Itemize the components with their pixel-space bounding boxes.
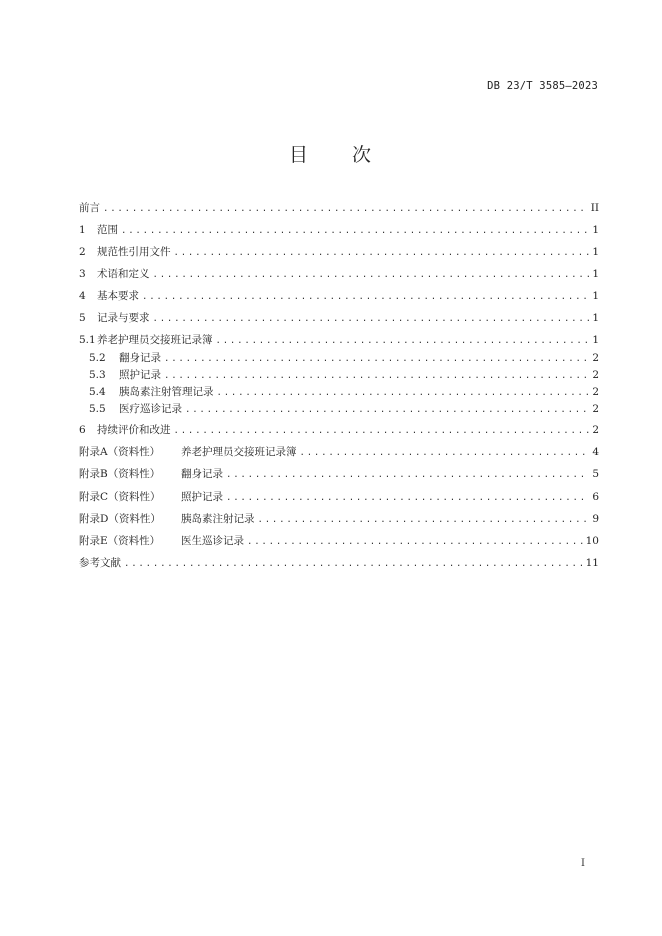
toc-entry-label: 养老护理员交接班记录簿	[181, 446, 297, 458]
toc-entry-appendix-e[interactable]	[79, 533, 599, 549]
toc-entry-page: 1	[592, 224, 599, 236]
toc-leader-dots	[300, 445, 590, 461]
title-char-left: 目	[288, 144, 310, 166]
toc-entry-page: 2	[592, 424, 599, 436]
toc-entry-5-4[interactable]	[89, 384, 599, 400]
toc-entry-number: 3	[79, 268, 86, 280]
toc-entry-page: 2	[592, 352, 599, 364]
toc-entry-label: 范围	[97, 224, 118, 236]
toc-entry-bibliography[interactable]	[79, 555, 599, 571]
toc-entry-page: 1	[592, 290, 599, 302]
toc-entry-appendix-a[interactable]	[79, 444, 599, 460]
page-title	[0, 140, 662, 167]
toc-entry-label: 医生巡诊记录	[181, 535, 244, 547]
toc-entry-label: 胰岛素注射管理记录	[119, 386, 214, 398]
toc-entry-label: 养老护理员交接班记录簿	[97, 334, 213, 346]
toc-entry-label: 前言	[79, 202, 100, 214]
toc-entry-page: II	[590, 202, 599, 214]
toc-entry-page: 2	[592, 386, 599, 398]
toc-entry-label: 翻身记录	[181, 468, 223, 480]
toc-entry-number: 附录B（资料性）	[79, 468, 161, 480]
toc-entry-records-requirements[interactable]	[79, 310, 599, 326]
title-char-right: 次	[352, 144, 374, 166]
toc-entry-appendix-c[interactable]	[79, 489, 599, 505]
toc-entry-number: 5.1	[79, 334, 96, 346]
toc-entry-page: 1	[592, 246, 599, 258]
toc-leader-dots	[185, 402, 589, 418]
toc-entry-appendix-d[interactable]	[79, 511, 599, 527]
toc-entry-5-1[interactable]	[79, 332, 599, 348]
toc-entry-page: 2	[592, 403, 599, 415]
document-code: DB 23/T 3585—2023	[487, 80, 598, 92]
toc-entry-label: 医疗巡诊记录	[119, 403, 182, 415]
toc-entry-number: 附录C（资料性）	[79, 491, 161, 503]
toc-entry-number: 5	[79, 312, 86, 324]
toc-leader-dots	[153, 267, 590, 283]
toc-leader-dots	[124, 556, 583, 572]
toc-entry-number: 附录E（资料性）	[79, 535, 161, 547]
toc-leader-dots	[142, 289, 589, 305]
toc-entry-page: 11	[585, 557, 599, 569]
toc-entry-label: 照护记录	[181, 491, 223, 503]
toc-entry-normative-references[interactable]	[79, 244, 599, 260]
toc-leader-dots	[164, 368, 589, 384]
toc-leader-dots	[174, 245, 590, 261]
toc-leader-dots	[164, 351, 589, 367]
toc-entry-terms-definitions[interactable]	[79, 266, 599, 282]
toc-entry-page: 1	[592, 268, 599, 280]
toc-leader-dots	[247, 534, 583, 550]
toc-entry-page: 1	[592, 312, 599, 324]
toc-leader-dots	[153, 311, 590, 327]
toc-entry-number: 2	[79, 246, 86, 258]
toc-entry-5-5[interactable]	[89, 401, 599, 417]
toc-entry-page: 6	[592, 491, 599, 503]
toc-entry-label: 规范性引用文件	[97, 246, 171, 258]
toc-entry-foreword[interactable]	[79, 200, 599, 216]
toc-leader-dots	[258, 512, 590, 528]
toc-entry-page: 9	[592, 513, 599, 525]
toc-entry-5-3[interactable]	[89, 367, 599, 383]
toc-entry-number: 5.2	[89, 352, 106, 364]
toc-entry-page: 5	[592, 468, 599, 480]
toc-leader-dots	[216, 333, 590, 349]
toc-entry-label: 胰岛素注射记录	[181, 513, 255, 525]
toc-entry-page: 1	[592, 334, 599, 346]
toc-entry-number: 5.4	[89, 386, 106, 398]
toc-leader-dots	[103, 201, 588, 217]
toc-entry-number: 4	[79, 290, 86, 302]
toc-entry-number: 1	[79, 224, 86, 236]
toc-entry-label: 记录与要求	[97, 312, 150, 324]
toc-entry-label: 基本要求	[97, 290, 139, 302]
toc-leader-dots	[121, 223, 589, 239]
toc-entry-label: 翻身记录	[119, 352, 161, 364]
toc-entry-page: 2	[592, 369, 599, 381]
toc-entry-number: 附录A（资料性）	[79, 446, 161, 458]
toc-entry-number: 5.3	[89, 369, 106, 381]
toc-leader-dots	[217, 385, 590, 401]
toc-entry-label: 持续评价和改进	[97, 424, 171, 436]
toc-entry-basic-requirements[interactable]	[79, 288, 599, 304]
toc-leader-dots	[174, 423, 590, 439]
toc-leader-dots	[226, 467, 589, 483]
toc-entry-continuous-improvement[interactable]	[79, 422, 599, 438]
page-number: I	[581, 858, 585, 869]
toc-leader-dots	[226, 490, 589, 506]
toc-entry-label: 术语和定义	[97, 268, 150, 280]
toc-entry-scope[interactable]	[79, 222, 599, 238]
toc-entry-page: 4	[592, 446, 599, 458]
toc-entry-page: 10	[585, 535, 599, 547]
toc-entry-label: 照护记录	[119, 369, 161, 381]
toc-entry-appendix-b[interactable]	[79, 466, 599, 482]
toc-entry-label: 参考文献	[79, 557, 121, 569]
toc-entry-number: 附录D（资料性）	[79, 513, 161, 525]
toc-entry-5-2[interactable]	[89, 350, 599, 366]
toc-entry-number: 6	[79, 424, 86, 436]
toc-entry-number: 5.5	[89, 403, 106, 415]
